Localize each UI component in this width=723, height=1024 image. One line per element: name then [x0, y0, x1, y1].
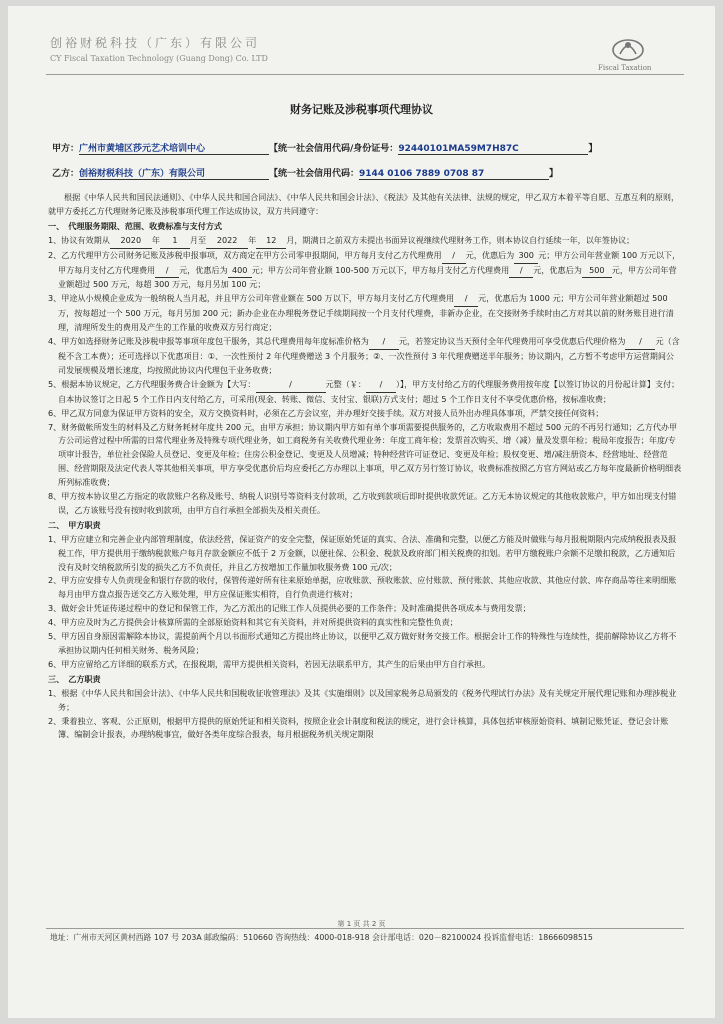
logo-caption: Fiscal Taxation	[598, 64, 652, 72]
clause-7: 7、财务做帐所发生的材料及乙方财务耗材年度共 200 元，由甲方承担；协议期内甲方如有单个事项需要提供服务的，乙方收取费用不超过 500 元的不再另行通知；乙方代办甲方公司运营过程中所需的日常代理业务及特殊专项代理业务，如工商税务有关收费代理业务：年度工商年检；发票首次购买、增（减）量及发票年检；税局年度报告；年度/专项审计报告，单位社会保险人员登记、变更及年检；住房公积金登记、变更及人员增减；特种经营许可证登记、变更及年检；股权变更、增/减注册资本、经营地址、经营范围、经营期限及法定代表人等其他相关事项，甲方享受优惠价后均应委托乙方办理以上事项，甲乙双方另行签订协议，收费标准按照乙方官方网站或乙方每年度最新价格明细表所列标准收费；	[48, 421, 682, 488]
party-a-label: 甲方：	[52, 144, 80, 154]
party-b-code-label: 【统一社会信用代码：	[269, 169, 360, 179]
company-name-en: CY Fiscal Taxation Technology (Guang Dong) Co. LTD	[50, 54, 268, 63]
party-b-line	[52, 166, 558, 180]
party-b-name: 创裕财税科技（广东）有限公司	[79, 166, 269, 180]
party-b-duty-2: 2、秉着独立、客观、公正原则，根据甲方提供的原始凭证和相关资料，按照企业会计制度和税法的规定，进行会计核算，具体包括审核原始资料、填制记账凭证、登记会计账簿、编制会计报表，办理纳税事宜，做好各类年度综合报表，每月根据税务机关规定期限	[48, 715, 669, 740]
party-a-code: 92440101MA59M7H87C	[398, 144, 588, 155]
intro-paragraph: 根据《中华人民共和国民法通则》、《中华人民共和国合同法》、《中华人民共和国会计法》、《税法》及其他有关法律、法规的规定，甲乙双方本着平等自愿、互惠互利的原则，就甲方委托乙方代理财务记账及涉税事项代理工作达成协议，双方共同遵守：	[48, 192, 680, 216]
party-a-duty-2: 2、甲方应安排专人负责现金和银行存款的收付，保管传递好所有往来原始单据，应收账款、预收账款、应付账款、预付账款、其他应收款、其他应付款、库存商品等往来明细账每月由甲方盘点报告送交乙方入账处理，甲方应保证账实相符，自行负责进行核对；	[48, 575, 677, 600]
party-a-duty-6: 6、甲方应留给乙方详细的联系方式，在报税期，需甲方提供相关资料，若因无法联系甲方，其产生的后果由甲方自行承担。	[48, 658, 491, 669]
clause-8: 8、甲方按本协议里乙方指定的收款账户名称及账号、纳税人识别号等资料支付款项，乙方收到款项后即时提供收款凭证。乙方无本协议规定的其他收款账户，甲方如出现支付错误，乙方该账号没有按时收到款项，由甲方自行承担全部损失及相关责任。	[48, 491, 677, 515]
letterhead	[50, 34, 268, 63]
party-b-duty-1: 1、根据《中华人民共和国会计法》、《中华人民共和国税收征收管理法》及其《实施细则》以及国家税务总局颁发的《税务代理试行办法》及有关规定开展代理记账和办理涉税业务；	[48, 687, 677, 712]
section-3-heading: 三、 乙方职责	[48, 673, 101, 684]
clause-5: 5、根据本协议规定，乙方代理服务费合计金额为【大写： / 元整（￥： / ）】，甲方支付给乙方的代理服务费用按年度【以签订协议的月份起计算】支付；自本协议签订之日起 5 个工作日内支付给乙方，可采用(现金、转账、微信、支付宝、银联)方式支付；超过 5 个工作日支付不享受优惠价格，按标准收费；	[48, 378, 680, 404]
section-2-heading: 二、 甲方职责	[48, 519, 101, 530]
clause-3: 3、甲途从小规模企业成为一般纳税人当月起，并且甲方公司年营业额在 500 万以下，甲方每月支付乙方代理费用 / 元，优惠后为 1000 元；甲方公司年营业额超过 500 万，按每超过一个 500 万元，每月另加 200 元；新办企业在办理税务登记手续期间按一个月支付代理费，非新办企业，在交接财务手续时由乙方对其以前的财务账目进行清理，清理所发生的费用及产生的工作量的收费双方另行商定；	[48, 293, 674, 333]
clause-6: 6、甲乙双方同意为保证甲方资料的安全，双方交换资料时，必须在乙方会议室，并办理好交接手续。双方对接人员外出办理具体事项，严禁交接任何资料；	[48, 407, 604, 418]
contract-body	[48, 191, 682, 742]
clause-2: 2、乙方代理甲方公司财务记账及涉税申报事项，双方商定在甲方公司零申报期间，甲方每月支付乙方代理费用 / 元，优惠后为 300 元；甲方公司年营业额 100 万元以下，甲方每月支付乙方代理费用 / 元，优惠后为 400 元；甲方公司年营业额 100-500 万元以下，甲方每月支付乙方代理费用 / 元，优惠后为 500 元，甲方公司年营业额超过 500 万元，每超 300 万元，每月另加 100 元；	[48, 249, 681, 290]
party-a-close: 】	[588, 144, 598, 154]
clause-1: 1、协议有效期从 2020 年 1 月至 2022 年 12 月，期满日之前双方未提出书面异议视继续代理财务工作，则本协议自行延续一年，以年签协议；	[48, 234, 682, 249]
section-1-heading: 一、 代理服务期限、范围、收费标准与支付方式	[48, 220, 223, 231]
party-a-duty-1: 1、甲方应建立和完善企业内部管理制度，依法经营，保证资产的安全完整，保证原始凭证的真实、合法、准确和完整，以便乙方能及时做账与每月报税期限内完成纳税报表及报税工作，甲方提供用于缴纳税款账户每月存款金额应不低于 2 万金额，以便社保、公积金、税款及政府部门相关税费的扣划。若甲方缴税账户余额不足缴扣税款，乙方通知后没有及时交纳税款所引发的损失乙方不负责任，并且乙方按增加工作量加收服务费 100 元/次；	[48, 533, 677, 572]
header-divider	[46, 74, 684, 75]
page-number: 第 1 页 共 2 页	[337, 920, 386, 928]
party-b-close: 】	[549, 169, 559, 179]
party-a-duty-3: 3、做好会计凭证传递过程中的登记和保管工作，为乙方派出的记账工作人员提供必要的工作条件；及时准确提供各项成本与费用发票；	[48, 603, 531, 614]
party-a-duty-4: 4、甲方应及时为乙方提供会计核算所需的全部原始资料和其它有关资料，并对所提供资料的真实性和完整性负责；	[48, 617, 458, 628]
party-a-duty-5: 5、甲方因自身原因需解除本协议，需提前两个月以书面形式通知乙方提出终止协议，以便甲乙双方做好财务交接工作。根据会计工作的特殊性与连续性，提前解除协议乙方将不承担协议期内任何相关财务、税务风险；	[48, 631, 677, 655]
footer-address: 地址：广州市天河区黄村西路 107 号 203A 邮政编码：510660 咨询热线：4000-018-918 会计部电话：020－82100024 投诉监督电话：18666098515	[50, 933, 593, 942]
party-a-line	[52, 141, 597, 155]
contract-page	[8, 6, 715, 1018]
party-a-name: 广州市黄埔区莎元艺术培训中心	[79, 141, 269, 155]
page-title: 财务记账及涉税事项代理协议	[290, 103, 433, 116]
party-a-code-label: 【统一社会信用代码/身份证号：	[269, 144, 399, 154]
clause-4: 4、甲方如选择财务记账及涉税申报等事项年度包干服务，其总代理费用每年度标准价格为 / 元，若签定协议当天预付全年代理费用可享受优惠后代理价格为 / 元（含税不含工本费）；还可选择以下优惠项目：①、一次性预付 2 年代理费赠送 3 个月服务；②、一次性预付 3 年代理费赠送半年服务；协议期内，乙方暂不考虑甲方运营期间公司发展规模及增长速度，均按照此协议内代理包干业务收费；	[48, 336, 680, 375]
party-b-label: 乙方：	[52, 169, 80, 179]
company-logo-icon	[610, 36, 646, 62]
footer-divider	[46, 928, 684, 929]
company-name-cn: 创裕财税科技（广东）有限公司	[50, 36, 261, 50]
party-b-code: 9144 0106 7889 0708 87	[359, 169, 549, 180]
